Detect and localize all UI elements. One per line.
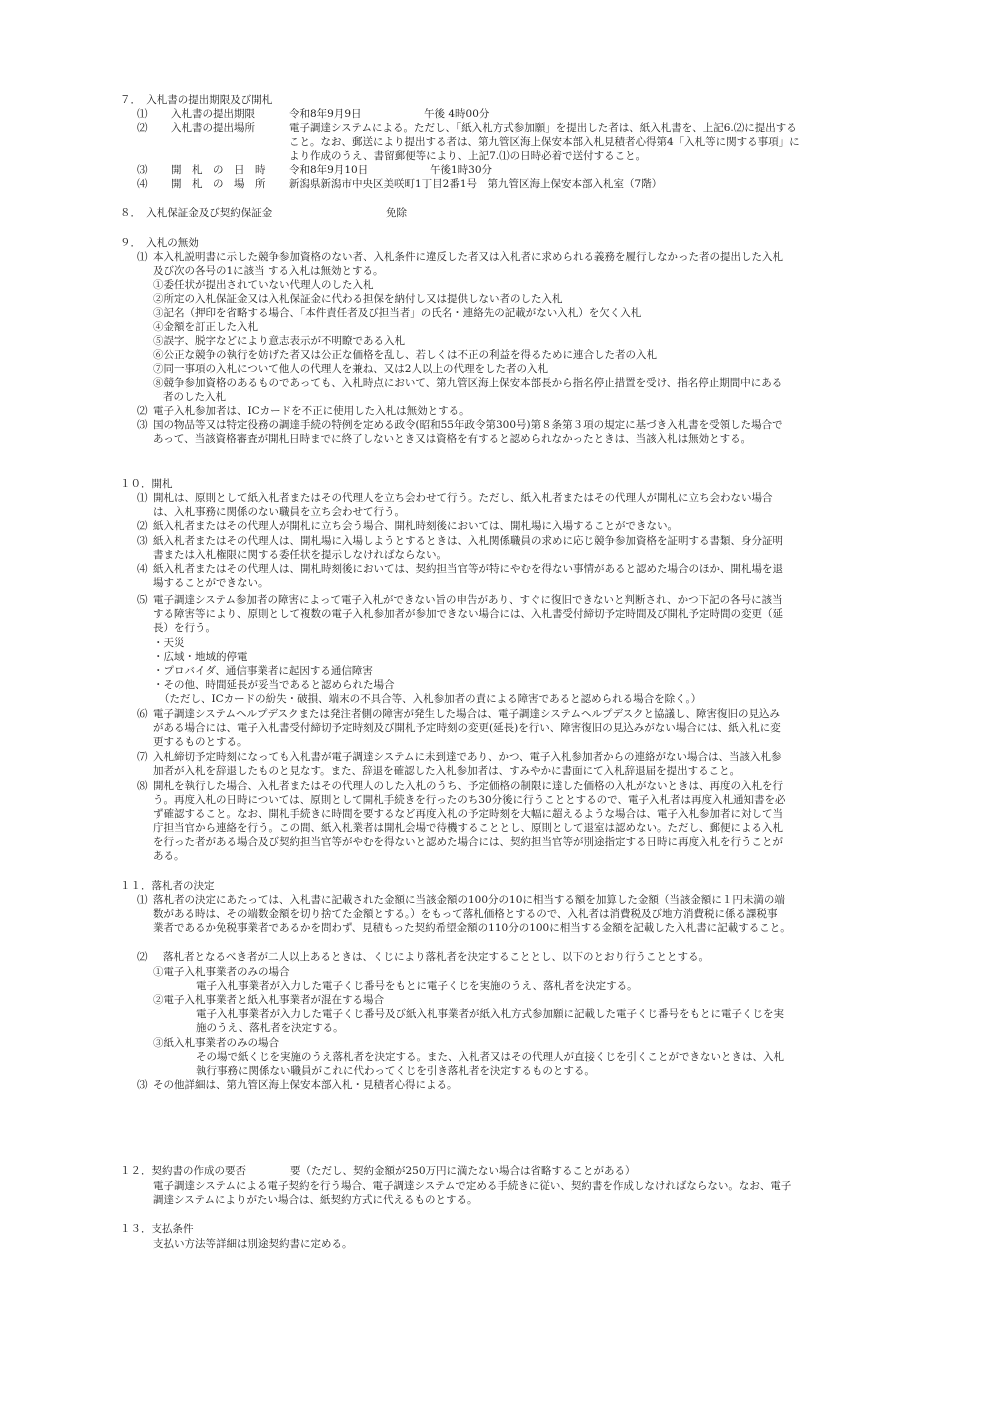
opening-paragraph: 場することができない。 <box>153 577 269 589</box>
opening-paragraph: ある。 <box>153 850 185 862</box>
opening-paragraph: 紙入札者またはその代理人が開札に立ち会う場合、開札時刻後においては、開札場に入場することができない。 <box>153 520 678 532</box>
section-7-heading: ７． 入札書の提出期限及び開札 <box>120 94 273 106</box>
opening-paragraph: 書または入札権限に関する委任状を提示しなければならない。 <box>153 549 447 561</box>
payment-paragraph: 支払い方法等詳細は別途契約書に定める。 <box>153 1238 353 1250</box>
deadline-label: 入札書の提出期限 <box>171 108 255 120</box>
submission-place-text: より作成のうえ、書留郵便等により、上記7.⑴の日時必着で送付すること。 <box>289 150 647 162</box>
opening-paragraph: 更するものとする。 <box>153 736 248 748</box>
item-number: ⑷ <box>137 563 148 575</box>
invalid-case-item: ④金額を訂正した入札 <box>153 321 258 333</box>
item-number: ⑴ <box>137 108 148 120</box>
section-8-heading: ８． 入札保証金及び契約保証金 <box>120 207 273 219</box>
lottery-case-heading: ①電子入札事業者のみの場合 <box>153 966 290 978</box>
opening-paragraph: を行った者がある場合及び契約担当官等がやむを得ないと認めた場合には、契約担当官等が別途指定する日時に再度入札を行うことが <box>153 836 783 848</box>
qualification-paragraph: 国の物品等又は特定役務の調達手続の特例を定める政令(昭和55年政令第300号)第８条第３項の規定に基づき入札書を受領した場合で <box>153 419 783 431</box>
item-number: ⑴ <box>137 894 148 906</box>
section-11-heading: １１．落札者の決定 <box>120 880 215 892</box>
opening-paragraph: 電子調達システム参加者の障害によって電子入札ができない旨の申告があり、すぐに復旧できないと判断され、かつ下記の各号に該当 <box>153 594 783 606</box>
opening-paragraph: がある場合には、電子入札書受付締切予定時刻及び開札予定時刻の変更(延長)を行い、障害復旧の見込みがない場合には、紙入札に変 <box>153 722 781 734</box>
invalid-case-item: 者のした入札 <box>163 391 226 403</box>
other-details-paragraph: その他詳細は、第九管区海上保安本部入札・見積者心得による。 <box>153 1079 458 1091</box>
item-number: ⑻ <box>137 780 148 792</box>
opening-paragraph: する障害等により、原則として複数の電子入札参加者が参加できない場合には、入札書受付締切予定時間及び開札予定時間の変更（延 <box>153 608 783 620</box>
item-number: ⑸ <box>137 594 148 606</box>
invalid-case-item: ②所定の入札保証金又は入札保証金に代わる担保を納付し又は提供しない者のした入札 <box>153 293 563 305</box>
item-number: ⑹ <box>137 708 148 720</box>
section-12-heading: １２．契約書の作成の要否 <box>120 1165 246 1177</box>
opening-paragraph: 長）を行う。 <box>153 622 216 634</box>
opening-paragraph: 紙入札者またはその代理人は、開札場に入場しようとするときは、入札関係職員の求めに応じ競争参加資格を証明する書類、身分証明 <box>153 535 783 547</box>
opening-datetime-label: 開 札 の 日 時 <box>171 164 266 176</box>
section-13-heading: １３．支払条件 <box>120 1223 194 1235</box>
opening-paragraph: 加者が入札を辞退したものと見なす。また、辞退を確認した入札参加者は、すみやかに書面にて入札辞退届を提出すること。 <box>153 765 741 777</box>
opening-date: 令和8年9月10日 <box>289 164 369 176</box>
invalid-bid-paragraph: 及び次の各号の1に該当 する入札は無効とする。 <box>153 265 384 277</box>
invalid-case-item: ⑧競争参加資格のあるものであっても、入札時点において、第九管区海上保安本部長から指名停止措置を受け、指名停止期間中にある <box>153 377 783 389</box>
item-number: ⑴ <box>137 492 148 504</box>
award-paragraph: 業者であるか免税事業者であるかを問わず、見積もった契約希望金額の110分の100に相当する金額を記載した入札書に記載すること。 <box>153 922 791 934</box>
opening-paragraph: ず確認すること。なお、開札手続きに時間を要するなど再度入札の予定時刻を大幅に超えるような場合は、電子入札参加者に対して当 <box>153 808 783 820</box>
item-number: ⑶ <box>137 419 148 431</box>
lottery-case-text: 電子入札事業者が入力した電子くじ番号及び紙入札事業者が紙入札方式参加願に記載した電子くじ番号をもとに電子くじを実 <box>196 1008 784 1020</box>
submission-place-text: こと。なお、郵送により提出する者は、第九管区海上保安本部入札見積者心得第4「入札等に関する事項」に <box>289 136 800 148</box>
lottery-case-text: 電子入札事業者が入力した電子くじ番号をもとに電子くじを実施のうえ、落札者を決定する。 <box>196 980 638 992</box>
obstacle-bullet: ・天災 <box>153 637 185 649</box>
item-number: ⑵ <box>137 405 148 417</box>
invalid-bid-paragraph: 本入札説明書に示した競争参加資格のない者、入札条件に違反した者又は入札者に求められる義務を履行しなかった者の提出した入札 <box>153 251 783 263</box>
obstacle-note: （ただし、ICカードの紛失・破損、端末の不具合等、入札参加者の責による障害であると認められる場合を除く。） <box>159 693 702 705</box>
lottery-case-heading: ②電子入札事業者と紙入札事業者が混在する場合 <box>153 994 384 1006</box>
item-number: ⑵ <box>137 520 148 532</box>
section-10-heading: １０．開札 <box>120 478 173 490</box>
lottery-case-text: 施のうえ、落札者を決定する。 <box>196 1022 344 1034</box>
opening-place-label: 開 札 の 場 所 <box>171 178 266 190</box>
item-number: ⑶ <box>137 1079 148 1091</box>
opening-paragraph: う。再度入札の日時については、原則として開札手続きを行ったのち30分後に行うこととするので、電子入札者は再度入札通知書を必 <box>153 794 786 806</box>
item-number: ⑵ <box>137 951 148 963</box>
obstacle-bullet: ・プロバイダ、通信事業者に起因する通信障害 <box>153 665 373 677</box>
invalid-case-item: ⑦同一事項の入札について他人の代理人を兼ね、又は2人以上の代理をした者の入札 <box>153 363 548 375</box>
opening-paragraph: は、入札事務に関係のない職員を立ち会わせて行う。 <box>153 506 405 518</box>
invalid-case-item: ⑥公正な競争の執行を妨げた者又は公正な価格を乱し、若しくは不正の利益を得るために連合した者の入札 <box>153 349 657 361</box>
item-number: ⑺ <box>137 751 148 763</box>
opening-place-value: 新潟県新潟市中央区美咲町1丁目2番1号 第九管区海上保安本部入札室（7階） <box>289 178 663 190</box>
award-paragraph: 数がある時は、その端数金額を切り捨てた金額とする。）をもって落札価格とするので、入札者は消費税及び地方消費税に係る課税事 <box>153 908 778 920</box>
opening-paragraph: 入札締切予定時刻になっても入札書が電子調達システムに未到達であり、かつ、電子入札参加者からの連絡がない場合は、当該入札参 <box>153 751 782 763</box>
lottery-case-text: 執行事務に関係ない職員がこれに代わってくじを引き落札者を決定するものとする。 <box>196 1065 595 1077</box>
lottery-case-heading: ③紙入札事業者のみの場合 <box>153 1037 279 1049</box>
invalid-case-item: ⑤誤字、脱字などにより意志表示が不明瞭である入札 <box>153 335 405 347</box>
submission-place-text: 電子調達システムによる。ただし、「紙入札方式参加願」を提出した者は、紙入札書を、上記6.⑵に提出する <box>289 122 797 134</box>
item-number: ⑵ <box>137 122 148 134</box>
opening-paragraph: 紙入札者またはその代理人は、開札時刻後においては、契約担当官等が特にやむを得ない事情があると認めた場合のほか、開札場を退 <box>153 563 783 575</box>
invalid-case-item: ③記名（押印を省略する場合、「本件責任者及び担当者」の氏名・連絡先の記載がない入札）を欠く入札 <box>153 307 642 319</box>
contract-paragraph: 調達システムによりがたい場合は、紙契約方式に代えるものとする。 <box>153 1194 478 1206</box>
obstacle-bullet: ・広域・地域的停電 <box>153 651 248 663</box>
opening-paragraph: 開札は、原則として紙入札者またはその代理人を立ち会わせて行う。ただし、紙入札者またはその代理人が開札に立ち会わない場合 <box>153 492 773 504</box>
qualification-paragraph: あって、当該資格審査が開札日時までに終了しないとき又は資格を有すると認められなかったときは、当該入札は無効とする。 <box>153 433 752 445</box>
opening-paragraph: 開札を執行した場合、入札者またはその代理人のした入札のうち、予定価格の制限に達した価格の入札がないときは、再度の入札を行 <box>153 780 783 792</box>
deposit-value: 免除 <box>386 207 407 219</box>
lottery-case-text: その場で紙くじを実施のうえ落札者を決定する。また、入札者又はその代理人が直接くじを引くことができないときは、入札 <box>196 1051 784 1063</box>
obstacle-bullet: ・その他、時間延長が妥当であると認められた場合 <box>153 679 395 691</box>
contract-paragraph: 電子調達システムによる電子契約を行う場合、電子調達システムで定める手続きに従い、契約書を作成しなければならない。なお、電子 <box>153 1180 792 1192</box>
item-number: ⑶ <box>137 164 148 176</box>
section-9-heading: ９． 入札の無効 <box>120 237 199 249</box>
item-number: ⑶ <box>137 535 148 547</box>
opening-time: 午後1時30分 <box>430 164 493 176</box>
deadline-date: 令和8年9月9日 <box>289 108 362 120</box>
lottery-paragraph: 落札者となるべき者が二人以上あるときは、くじにより落札者を決定することとし、以下のとおり行うこととする。 <box>163 951 709 963</box>
ic-card-paragraph: 電子入札参加者は、ICカードを不正に使用した入札は無効とする。 <box>153 405 470 417</box>
contract-requirement-value: 要（ただし、契約金額が250万円に満たない場合は省略することがある） <box>290 1165 636 1177</box>
invalid-case-item: ①委任状が提出されていない代理人のした入札 <box>153 279 374 291</box>
award-paragraph: 落札者の決定にあたっては、入札書に記載された金額に当該金額の100分の10に相当する額を加算した金額（当該金額に１円未満の端 <box>153 894 785 906</box>
opening-paragraph: 庁担当官から連絡を行う。この間、紙入札業者は開札会場で待機することとし、原則として退室は認めない。ただし、郵便による入札 <box>153 822 783 834</box>
opening-paragraph: 電子調達システムヘルプデスクまたは発注者側の障害が発生した場合は、電子調達システムヘルプデスクと協議し、障害復旧の見込み <box>153 708 781 720</box>
submission-place-label: 入札書の提出場所 <box>171 122 255 134</box>
deadline-time: 午後 4時00分 <box>424 108 490 120</box>
item-number: ⑴ <box>137 251 148 263</box>
item-number: ⑷ <box>137 178 148 190</box>
